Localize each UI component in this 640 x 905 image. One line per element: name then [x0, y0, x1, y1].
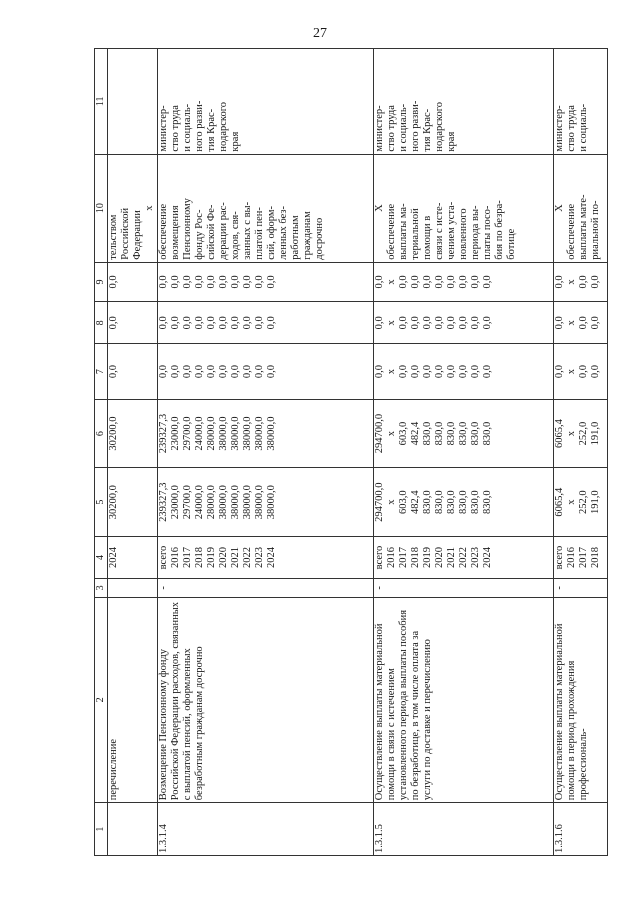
cell-line: 0,0	[242, 365, 253, 379]
cell-line: x	[386, 279, 397, 285]
cell-line: 0,0	[230, 316, 241, 330]
cell-line: x	[386, 499, 397, 505]
cell-line: 0,0	[434, 365, 445, 379]
row-1-3-1-6	[554, 49, 608, 856]
cont-id	[108, 803, 158, 856]
cell-line: 24000,0	[194, 485, 205, 520]
cell-line: нодарского	[218, 101, 229, 152]
cell-line: всего	[158, 545, 169, 570]
cell-line: 6065,4	[554, 487, 565, 517]
cell-line: досрочно	[314, 217, 325, 260]
cell-line: связи с исте-	[434, 202, 445, 260]
cell-line: 0,0	[206, 316, 217, 330]
text-line: Российской	[120, 207, 131, 260]
result-description	[374, 154, 554, 262]
cell-line: 239327,3	[158, 482, 169, 522]
cell-line: чением уста-	[446, 201, 457, 260]
cell-line: 830,0	[434, 490, 445, 514]
cell-line: 482,4	[410, 421, 421, 446]
cell-line: 0,0	[482, 275, 493, 289]
cell-line: ботице	[506, 228, 517, 260]
cell-line: 2023	[254, 547, 265, 569]
header-col-10: 10	[95, 154, 108, 262]
header-col-2: 2	[95, 597, 108, 803]
cell-line: 2020	[434, 547, 445, 569]
cell-line: 0,0	[482, 316, 493, 330]
cell-line: 0,0	[158, 316, 169, 330]
cell-line: 0,0	[434, 316, 445, 330]
cell-line: 830,0	[458, 490, 469, 514]
cell-line: тия Крас-	[206, 108, 217, 152]
total-values	[554, 468, 608, 537]
cell-line: 29700,0	[182, 485, 193, 520]
cell-line: 0,0	[482, 365, 493, 379]
cell-line: 830,0	[422, 421, 433, 446]
cell-line: 0,0	[446, 275, 457, 289]
item-source: -	[374, 579, 554, 597]
page-number: 27	[313, 26, 327, 41]
cell-line: ходов, свя-	[230, 211, 241, 260]
cell-line: риальной по-	[590, 200, 601, 260]
cell-line: 0,0	[254, 275, 265, 289]
header-col-4: 4	[95, 536, 108, 578]
cell-line: периода вы-	[470, 205, 481, 260]
cell-line: 0,0	[446, 365, 457, 379]
cell-line: 0,0	[374, 365, 385, 379]
cell-line: 2024	[266, 547, 277, 569]
cont-year: 2024	[108, 536, 158, 578]
cell-line: всего	[374, 545, 385, 570]
cell-line: 830,0	[422, 490, 433, 514]
cell-line: 38000,0	[242, 416, 253, 451]
cell-line: министер-	[158, 105, 169, 152]
continuation-row	[108, 49, 158, 856]
cell-line: x	[566, 279, 577, 285]
cell-line: 0,0	[182, 365, 193, 379]
cell-line: обеспечение	[158, 203, 169, 260]
result-description	[554, 154, 608, 262]
cell-line: 0,0	[590, 316, 601, 330]
cell-line: 830,0	[434, 421, 445, 446]
year-list	[374, 536, 554, 578]
cell-line: сийской Фе-	[206, 204, 217, 260]
cell-line: и социаль-	[578, 103, 589, 152]
cell-line: 2021	[446, 547, 457, 569]
cell-line: 0,0	[458, 275, 469, 289]
cell-line: 0,0	[398, 365, 409, 379]
cell-line: 830,0	[458, 421, 469, 446]
cont-local: 0,0	[108, 344, 158, 399]
cell-line: 38000,0	[254, 485, 265, 520]
cell-line: 0,0	[446, 316, 457, 330]
executor	[374, 49, 554, 155]
header-row	[95, 49, 108, 856]
cell-line: занных с вы-	[242, 201, 253, 260]
header-col-7: 7	[95, 344, 108, 399]
cell-line: 2016	[386, 547, 397, 569]
cont-source	[108, 579, 158, 597]
cont-regional: 30200,0	[108, 399, 158, 468]
item-description: Возмещение Пенсионному фонду Российской Федерации расходов, связанных с выплатой пенсий, оформленных безработным гражданам досрочно	[158, 597, 374, 803]
cont-desc: перечисление	[108, 597, 158, 803]
cell-line: и социаль-	[182, 103, 193, 152]
cell-line: 0,0	[218, 365, 229, 379]
cell-line: 0,0	[254, 316, 265, 330]
cell-line: 482,4	[410, 490, 421, 514]
item-description: Осуществление выплаты материальной помощи в период прохождения профессиональ-	[554, 597, 608, 803]
cell-line: 0,0	[194, 365, 205, 379]
cell-line: ство труда	[170, 105, 181, 152]
cell-line: дерации рас-	[218, 202, 229, 260]
item-id: 1.3.1.5	[374, 803, 554, 856]
cell-line: териальной	[410, 208, 421, 260]
cell-line: платой пен-	[254, 207, 265, 260]
executor	[158, 49, 374, 155]
header-col-3: 3	[95, 579, 108, 597]
cell-line: 38000,0	[218, 485, 229, 520]
cell-line: 0,0	[182, 275, 193, 289]
cell-line: 0,0	[206, 275, 217, 289]
cell-line: 2019	[206, 547, 217, 569]
cell-line: 0,0	[170, 275, 181, 289]
cell-line: 2020	[218, 547, 229, 569]
cell-line: 830,0	[446, 421, 457, 446]
local-values	[374, 344, 554, 399]
cell-line: работным	[290, 215, 301, 260]
cell-line: 2024	[482, 547, 493, 569]
cell-line: 0,0	[554, 316, 565, 330]
cell-line: ство труда	[386, 105, 397, 152]
cell-line: края	[446, 131, 457, 152]
cell-line: 2021	[230, 547, 241, 569]
cell-line: края	[230, 131, 241, 152]
header-col-9: 9	[95, 262, 108, 302]
item-source: -	[554, 579, 608, 597]
cell-line: нодарского	[434, 101, 445, 152]
cell-line: x	[566, 499, 577, 505]
item-id: 1.3.1.4	[158, 803, 374, 856]
item-id: 1.3.1.6	[554, 803, 608, 856]
federal-values	[374, 302, 554, 344]
cell-line: 2022	[242, 547, 253, 569]
cell-line: 0,0	[398, 275, 409, 289]
cell-line: 2018	[194, 547, 205, 569]
cell-line: 0,0	[398, 316, 409, 330]
cell-line: 0,0	[170, 316, 181, 330]
cell-line: 0,0	[422, 316, 433, 330]
cell-line: 0,0	[266, 365, 277, 379]
cont-total: 30200,0	[108, 468, 158, 537]
cell-line: 191,0	[590, 490, 601, 514]
cell-line: 0,0	[266, 316, 277, 330]
cell-line: 2017	[398, 547, 409, 569]
cell-line: 38000,0	[230, 485, 241, 520]
cell-line: тия Крас-	[422, 108, 433, 152]
row-1-3-1-5	[374, 49, 554, 856]
cell-line: новленного	[458, 208, 469, 260]
cell-line: министер-	[554, 105, 565, 152]
cell-line: 830,0	[482, 421, 493, 446]
cell-line: 0,0	[410, 316, 421, 330]
item-source: -	[158, 579, 374, 597]
cell-line: 38000,0	[266, 485, 277, 520]
cell-line: 2023	[470, 547, 481, 569]
cell-line: 0,0	[374, 275, 385, 289]
cell-line: 0,0	[458, 316, 469, 330]
cell-line: 0,0	[206, 365, 217, 379]
other-values	[158, 262, 374, 302]
cell-line: x	[566, 430, 577, 437]
cell-line: 38000,0	[242, 485, 253, 520]
cell-line: 0,0	[218, 275, 229, 289]
cell-line: 2019	[422, 547, 433, 569]
cell-line: 0,0	[422, 365, 433, 379]
local-values	[554, 344, 608, 399]
cell-line: 830,0	[482, 490, 493, 514]
cell-line: 0,0	[578, 316, 589, 330]
cell-line: 38000,0	[266, 416, 277, 451]
cell-line: 0,0	[218, 316, 229, 330]
cell-line: возмещения	[170, 205, 181, 260]
result-description	[158, 154, 374, 262]
cell-line: 191,0	[590, 421, 601, 446]
rotated-page	[94, 48, 608, 856]
cell-line: 603,0	[398, 421, 409, 446]
cell-line: гражданам	[302, 211, 313, 260]
cell-line: помощи в	[422, 215, 433, 260]
header-col-1: 1	[95, 803, 108, 856]
cell-line: 0,0	[158, 365, 169, 379]
year-list	[554, 536, 608, 578]
header-col-11: 11	[95, 49, 108, 155]
cell-line: 0,0	[182, 316, 193, 330]
year-list	[158, 536, 374, 578]
cell-line: 28000,0	[206, 485, 217, 520]
cell-line: x	[566, 368, 577, 375]
cell-line: бия по безра-	[494, 200, 505, 260]
cell-line: x	[386, 320, 397, 326]
cell-line: 0,0	[590, 275, 601, 289]
regional-values	[554, 399, 608, 468]
federal-values	[554, 302, 608, 344]
other-values	[554, 262, 608, 302]
cell-line: 830,0	[470, 490, 481, 514]
cell-line: 0,0	[230, 365, 241, 379]
cell-line: 2016	[566, 547, 577, 569]
cell-line: 0,0	[158, 275, 169, 289]
federal-values	[158, 302, 374, 344]
cell-line: 830,0	[470, 421, 481, 446]
cell-line: 0,0	[554, 275, 565, 289]
cell-line: 6065,4	[554, 419, 565, 449]
cell-line: X	[374, 204, 385, 212]
cell-line: ленных без-	[278, 205, 289, 260]
cell-line: x	[386, 368, 397, 375]
cell-line: 603,0	[398, 490, 409, 514]
cell-line: выплаты ма-	[398, 203, 409, 260]
row-1-3-1-4	[158, 49, 374, 856]
cell-line: 252,0	[578, 421, 589, 446]
cell-line: x	[566, 320, 577, 326]
item-description: Осуществление выплаты материальной помощи в связи с истечением установленного периода выплаты пособия по безработице, в том числе оплата за услуги по доставке и перечислению	[374, 597, 554, 803]
cell-line: 0,0	[242, 316, 253, 330]
header-col-6: 6	[95, 399, 108, 468]
cell-line: 0,0	[470, 365, 481, 379]
cell-line: 2017	[578, 547, 589, 569]
cell-line: обеспечение	[566, 203, 577, 260]
cell-line: 0,0	[470, 316, 481, 330]
text-line: Федерации	[132, 210, 143, 260]
cell-line: 24000,0	[194, 416, 205, 451]
text-line: x	[144, 205, 155, 211]
cell-line: ного разви-	[194, 100, 205, 152]
cell-line: 29700,0	[182, 416, 193, 451]
cell-line: 830,0	[446, 490, 457, 514]
cell-line: министер-	[374, 105, 385, 152]
cell-line: 0,0	[254, 365, 265, 379]
text-line: тельством	[108, 214, 119, 260]
cell-line: 2018	[410, 547, 421, 569]
cell-line: 0,0	[242, 275, 253, 289]
cell-line: выплаты мате-	[578, 194, 589, 260]
executor	[554, 49, 608, 155]
cell-line: 0,0	[266, 275, 277, 289]
cell-line: 0,0	[170, 365, 181, 379]
cell-line: x	[386, 430, 397, 437]
cell-line: ного разви-	[410, 100, 421, 152]
cell-line: сий, оформ-	[266, 206, 277, 260]
cell-line: фонду Рос-	[194, 209, 205, 260]
cell-line: 2018	[590, 547, 601, 569]
cell-line: 38000,0	[218, 416, 229, 451]
total-values	[374, 468, 554, 537]
cell-line: 23000,0	[170, 416, 181, 451]
header-col-5: 5	[95, 468, 108, 537]
header-col-8: 8	[95, 302, 108, 344]
local-values	[158, 344, 374, 399]
cell-line: 252,0	[578, 490, 589, 514]
cell-line: 23000,0	[170, 485, 181, 520]
cell-line: ство труда	[566, 105, 577, 152]
cell-line: 0,0	[554, 365, 565, 379]
cell-line: 0,0	[194, 316, 205, 330]
cell-line: 0,0	[470, 275, 481, 289]
cell-line: 239327,3	[158, 413, 169, 454]
cell-line: 0,0	[410, 365, 421, 379]
cell-line: X	[554, 204, 565, 212]
cell-line: 2022	[458, 547, 469, 569]
cont-other: 0,0	[108, 262, 158, 302]
cont-result	[108, 154, 158, 262]
cell-line: и социаль-	[398, 103, 409, 152]
cell-line: 0,0	[374, 316, 385, 330]
cell-line: 28000,0	[206, 416, 217, 451]
cell-line: 0,0	[410, 275, 421, 289]
total-values	[158, 468, 374, 537]
cell-line: 2017	[182, 547, 193, 569]
regional-values	[158, 399, 374, 468]
cell-line: 0,0	[458, 365, 469, 379]
cell-line: 294700,0	[374, 482, 385, 522]
cont-federal: 0,0	[108, 302, 158, 344]
cell-line: 0,0	[230, 275, 241, 289]
cont-executor	[108, 49, 158, 155]
cell-line: 0,0	[434, 275, 445, 289]
cell-line: всего	[554, 545, 565, 570]
cell-line: платы посо-	[482, 205, 493, 260]
cell-line: обеспечение	[386, 203, 397, 260]
cell-line: Пенсионному	[182, 198, 193, 260]
cell-line: 38000,0	[254, 416, 265, 451]
cell-line: 294700,0	[374, 413, 385, 454]
cell-line: 0,0	[194, 275, 205, 289]
cell-line: 0,0	[422, 275, 433, 289]
other-values	[374, 262, 554, 302]
cell-line: 0,0	[578, 365, 589, 379]
cell-line: 0,0	[590, 365, 601, 379]
program-table	[94, 48, 608, 856]
regional-values	[374, 399, 554, 468]
cell-line: 38000,0	[230, 416, 241, 451]
cell-line: 0,0	[578, 275, 589, 289]
cell-line: 2016	[170, 547, 181, 569]
